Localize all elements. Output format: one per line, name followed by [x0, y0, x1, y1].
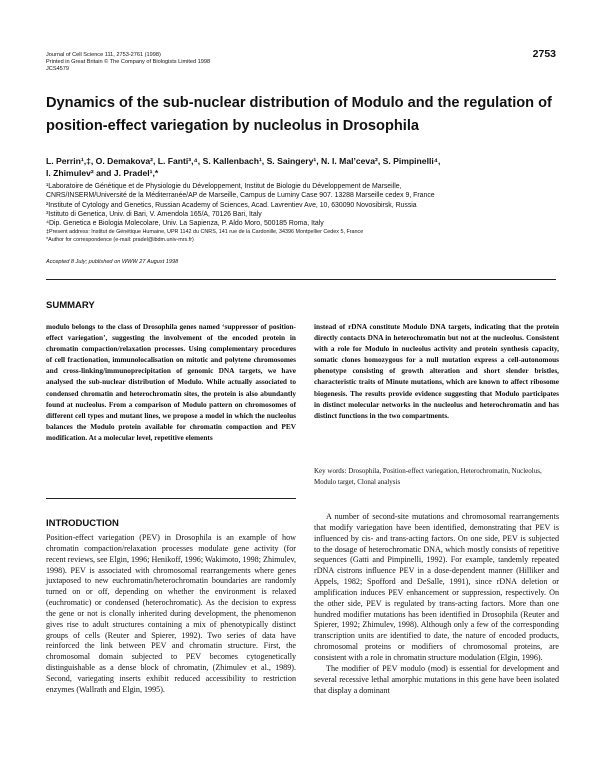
affiliations — [46, 182, 566, 244]
intro-paragraph: The modifier of PEV modulo (mod) is essential for development and several recessive lethal amorphic mutations in this gene have been isolated that display a dominant — [314, 663, 559, 695]
affiliation-line: ³Istituto di Genetica, Univ. di Bari, V. Amendola 165/A, 70126 Bari, Italy — [46, 210, 262, 218]
summary-heading: SUMMARY — [46, 300, 95, 311]
present-address: ‡Present address: Institut de Génétique Humaine, UPR 1142 du CNRS, 141 rue de la Cardonille, 34396 Montpellier Cedex 5, France — [46, 229, 364, 236]
journal-citation: Journal of Cell Science 111, 2753-2761 (1998) — [46, 52, 161, 58]
page-number: 2753 — [532, 48, 556, 60]
introduction-heading: INTRODUCTION — [46, 518, 119, 529]
summary-left-column: modulo belongs to the class of Drosophila genes named ‘suppressor of position-effect variegation’, suggesting the involvement of the encoded protein in chromatin compaction/relaxation processes. Using complementary procedures of cell fractionation, immunolocalisation on mitotic and polytene chromosomes and cross-linking/immunoprecipitation of genomic DNA targets, we have analysed the sub-nuclear distribution of Modulo. While actually associated to condensed chromatin and heterochromatin sites, the protein is also abundantly found at nucleolus. From a comparison of Modulo pattern on chromosomes of different cell types and mutant lines, we propose a model in which the nucleolus balances the Modulo protein available for chromatin compaction and PEV modification. At a molecular level, repetitive elements — [46, 322, 296, 442]
affiliation-line: ¹Laboratoire de Génétique et de Physiologie du Développement, Institut de Biologie du Développement de Marseille, — [46, 183, 402, 190]
journal-copyright: Printed in Great Britain © The Company of Biologists Limited 1998 — [46, 59, 211, 65]
article-title: Dynamics of the sub-nuclear distribution of Modulo and the regulation of position-effect variegation by nucleolus in Drosophila — [46, 95, 552, 134]
divider-rule — [46, 498, 296, 499]
divider-rule — [46, 279, 556, 280]
journal-header — [46, 52, 210, 73]
journal-code: JCS4579 — [46, 66, 70, 72]
introduction-left-column: Position-effect variegation (PEV) in Drosophila is an example of how chromatin compaction/relaxation processes modulate gene activity (for recent reviews, see Elgin, 1996; Henikoff, 1996; Wakimoto, 1998; Zhimulev, 1998). PEV is associated with chromosomal rearrangements where genes juxtaposed to new euchromatin/heterochromatin boundaries are randomly turned on or off, depending on whether the environment is relaxed (euchromatic) or condensed (heterochromatic). As the decision to express the gene or not is clonally inherited during development, the phenomenon gives rise to adult structures containing a mix of phenotypically distinct groups of cells (Reuter and Spierer, 1992). Two series of data have reinforced the link between PEV and chromatin structure. First, the chromosomal domain subjected to PEV becomes cytogenetically distinguishable as a dense block of chromatin, (Zhimulev et al., 1989). Second, variegating inserts exhibit reduced accessibility to restriction enzymes (Wallrath and Elgin, 1995). — [46, 533, 296, 694]
affiliation-line: ²Institute of Cytology and Genetics, Russian Academy of Sciences, Acad. Lavrentiev Ave, 10, 630090 Novosibirsk, Russia — [46, 201, 417, 209]
affiliation-line: ⁴Dip. Genetica e Biologia Molecolare, Univ. La Sapienza, P. Aldo Moro, 500185 Roma, Italy — [46, 220, 324, 228]
author-list — [46, 155, 566, 179]
intro-paragraph: A number of second-site mutations and chromosomal rearrangements that modify variegation have been identified, demonstrating that PEV is influenced by cis- and trans-acting factors. On one side, PEV is subjected to the dosage of heterochromatic DNA, which mostly consists of repetitive sequences (Gatti and Pimpinelli, 1992). For example, tandemly repeated rDNA cistrons influence PEV in a dose-dependent manner (Hilliker and Appels, 1982; Spofford and DeSalle, 1991), since rDNA deletion or amplification induces PEV enhancement or suppression, respectively. On the other side, PEV is regulated by trans-acting factors. More than one hundred modifier mutations has been identified in Drosophila (Reuter and Spierer, 1992; Zhimulev, 1998). Although only a few of the corresponding transcription units are identified to date, the nature of encoded products, chromosomal proteins or modifiers of chromosomal proteins, are consistent with a role in chromatin structure modulation (Elgin, 1996). — [314, 512, 559, 662]
accepted-date: Accepted 8 July; published on WWW 27 August 1998 — [46, 259, 179, 265]
affiliation-line: CNRS/INSERM/Université de la Méditerranée/AP de Marseille, Campus de Luminy Case 907. 13288 Marseille cedex 9, France — [46, 192, 435, 200]
correspondence-note: *Author for correspondence (e-mail: pradel@ibdm.univ-mrs.fr) — [46, 237, 194, 244]
authors-line-2: I. Zhimulev² and J. Pradel¹,* — [46, 168, 159, 178]
authors-line-1: L. Perrin¹,‡, O. Demakova², L. Fanti³,⁴, S. Kallenbach¹, S. Saingery¹, N. I. Mal’ceva², S. Pimpinelli⁴, — [46, 156, 441, 166]
keywords: Key words: Drosophila, Position-effect variegation, Heterochromatin, Nucleolus, Modulo target, Clonal analysis — [314, 467, 542, 486]
introduction-right-column — [314, 512, 559, 696]
summary-right-column: instead of rDNA constitute Modulo DNA targets, indicating that the protein directly contacts DNA in heterochromatin but not at the nucleolus. Consistent with a role for Modulo in nucleolus activity and protein synthesis capacity, somatic clones homozygous for a null mutation express a cell-autonomous phenotype consisting of growth alteration and short slender bristles, characteristic traits of Minute mutations, which are known to affect ribosome biogenesis. The results provide evidence suggesting that Modulo participates in distinct molecular networks in the nucleolus and heterochromatin and has distinct functions in the two compartments. — [314, 322, 559, 420]
